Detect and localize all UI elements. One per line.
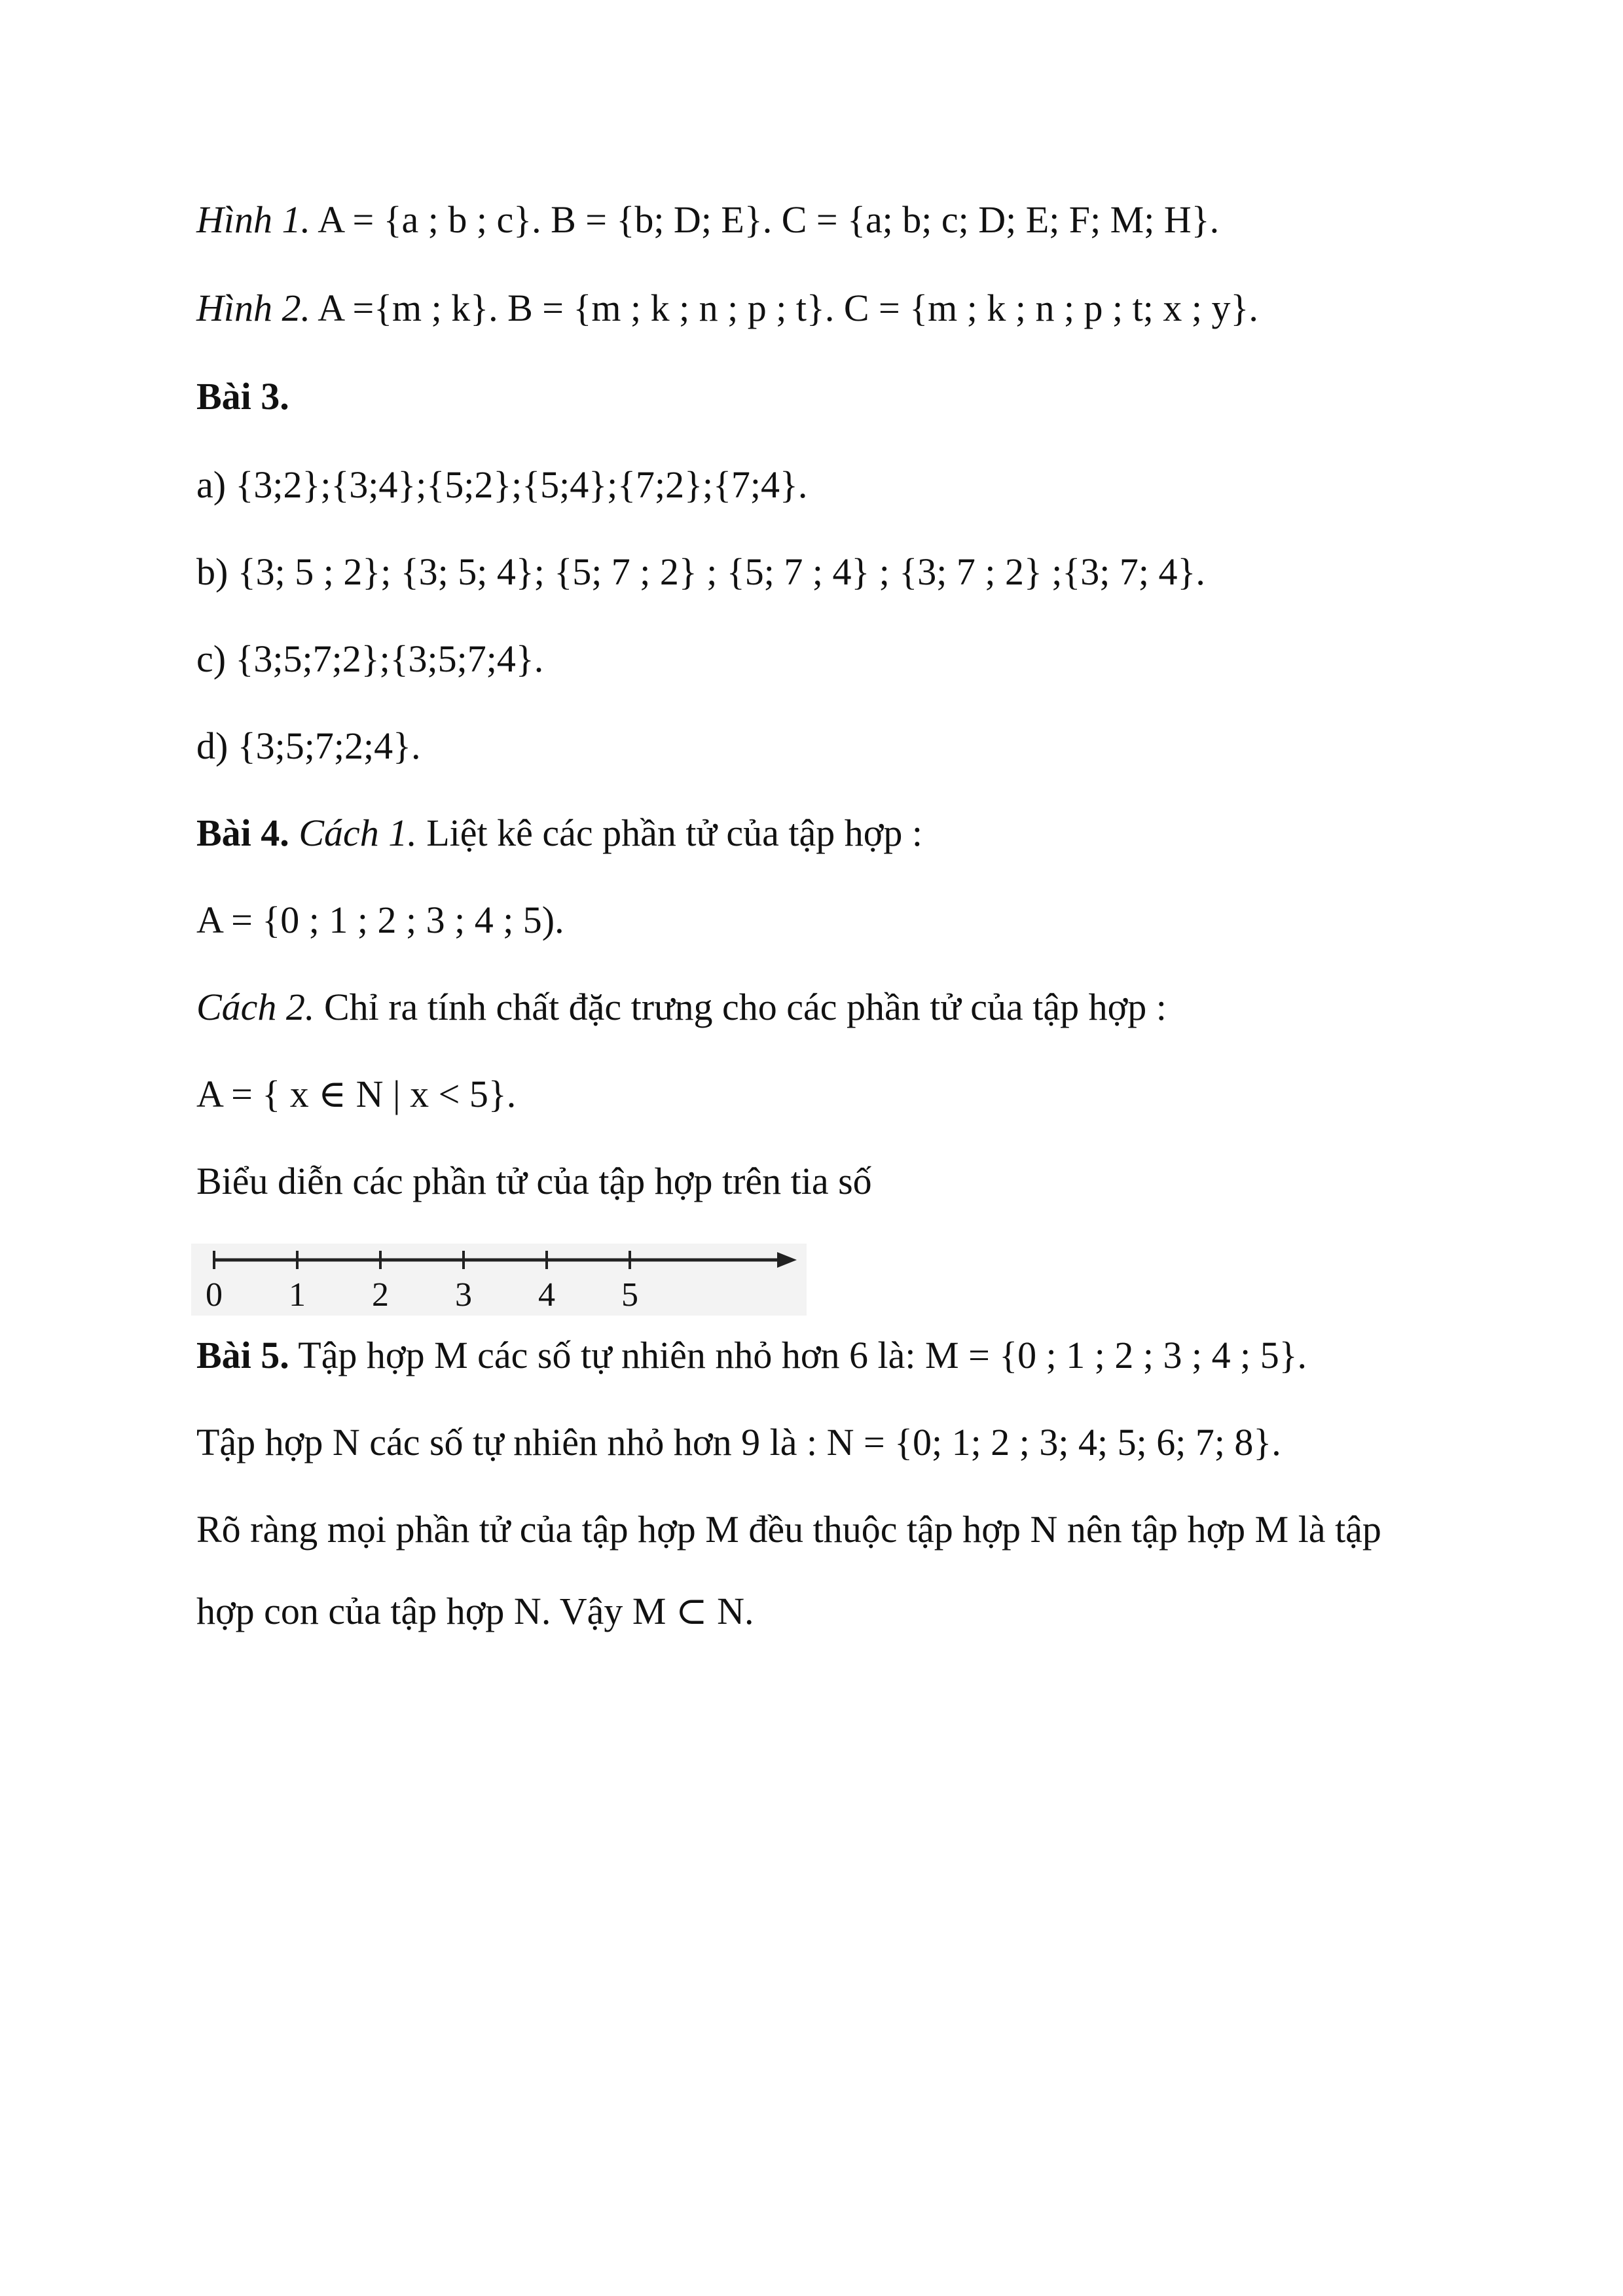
bai3-item-b: b) {3; 5 ; 2}; {3; 5; 4}; {5; 7 ; 2} ; {5; 7 ; 4} ; {3; 7 ; 2} ;{3; 7; 4}. (196, 550, 1205, 593)
number-ray-tick-label: 5 (621, 1276, 638, 1314)
bai4-set-list: A = {0 ; 1 ; 2 ; 3 ; 4 ; 5). (196, 899, 564, 941)
bai5-line4: hợp con của tập hợp N. Vậy M ⊂ N. (196, 1590, 754, 1632)
bai4-cach1-line (196, 810, 922, 857)
hinh2-text: A ={m ; k}. B = {m ; k ; n ; p ; t}. C = {m ; k ; n ; p ; t; x ; y}. (310, 287, 1258, 329)
bai5-line1-text: Tập hợp M các số tự nhiên nhỏ hơn 6 là: M = {0 ; 1 ; 2 ; 3 ; 4 ; 5}. (289, 1334, 1307, 1376)
bai5-line2: Tập hợp N các số tự nhiên nhỏ hơn 9 là : N = {0; 1; 2 ; 3; 4; 5; 6; 7; 8}. (196, 1421, 1281, 1463)
bai3-item-d: d) {3;5;7;2;4}. (196, 725, 421, 767)
hinh2-line (196, 285, 1258, 332)
hinh1-line (196, 196, 1219, 243)
bai3-item-a: a) {3;2};{3;4};{5;2};{5;4};{7;2};{7;4}. (196, 463, 808, 506)
number-ray-tick-label: 4 (538, 1276, 555, 1314)
hinh1-label: Hình 1. (196, 198, 310, 241)
bai5-line3: Rõ ràng mọi phần tử của tập hợp M đều thuộc tập hợp N nên tập hợp M là tập (196, 1508, 1381, 1551)
bai5-heading: Bài 5. (196, 1334, 289, 1376)
number-ray-figure (191, 1244, 807, 1316)
bai4-heading: Bài 4. (196, 812, 289, 854)
number-ray-arrowhead (777, 1252, 797, 1268)
number-ray-tick-label: 0 (206, 1276, 223, 1314)
bai3-item-c: c) {3;5;7;2};{3;5;7;4}. (196, 637, 544, 680)
bai4-ray-intro: Biểu diễn các phần tử của tập hợp trên tia số (196, 1160, 872, 1202)
bai4-cach2-line (196, 984, 1167, 1031)
bai5-line1 (196, 1332, 1307, 1379)
number-ray-svg (191, 1244, 807, 1316)
number-ray-tick-label: 2 (372, 1276, 389, 1314)
number-ray-tick-label: 1 (289, 1276, 306, 1314)
hinh2-label: Hình 2. (196, 287, 310, 329)
number-ray-tick-label: 3 (455, 1276, 472, 1314)
bai3-heading: Bài 3. (196, 375, 289, 418)
bai4-cach2-label: Cách 2. (196, 986, 315, 1028)
hinh1-text: A = {a ; b ; c}. B = {b; D; E}. C = {a; b; c; D; E; F; M; H}. (310, 198, 1220, 241)
bai4-cach2-text: Chỉ ra tính chất đặc trưng cho các phần tử của tập hợp : (314, 986, 1167, 1028)
bai4-set-property: A = { x ∈ N | x < 5}. (196, 1073, 517, 1115)
bai4-cach1-label: Cách 1. (299, 812, 417, 854)
bai4-cach1-text: Liệt kê các phần tử của tập hợp : (416, 812, 923, 854)
